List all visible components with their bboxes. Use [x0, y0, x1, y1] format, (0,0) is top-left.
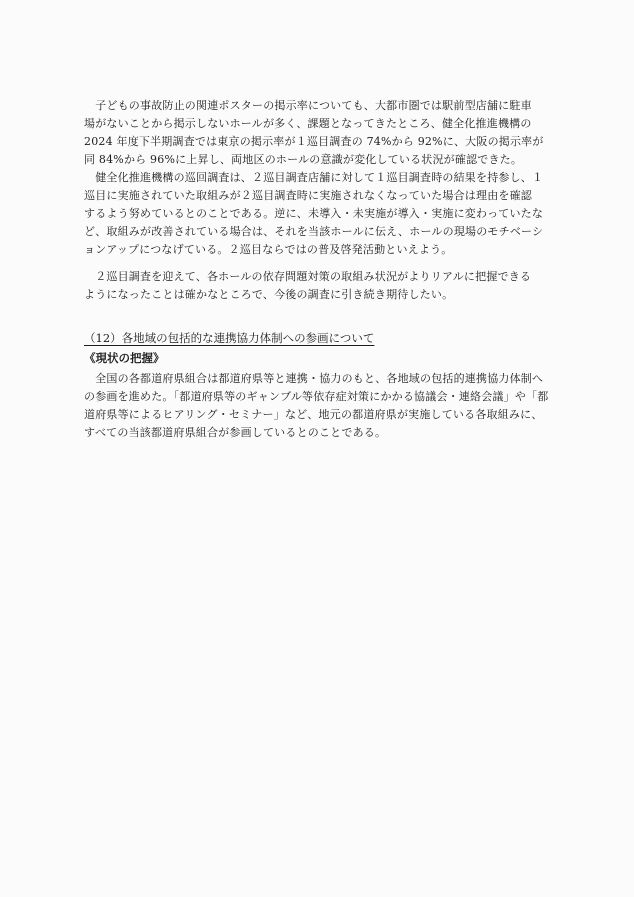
- text-line: すべての当該都道府県組合が参画しているとのことである。: [84, 426, 387, 439]
- text-line: ようになったことは確かなところで、今後の調査に引き続き期待したい。: [84, 288, 454, 301]
- text-line: するよう努めているとのことである。逆に、未導入・未実施が導入・実施に変わっていたな: [84, 207, 544, 220]
- text-line: 健全化推進機構の巡回調査は、２巡目調査店舗に対して１巡目調査時の結果を持参し、１: [84, 171, 544, 184]
- text-line: ど、取組みが改善されている場合は、それを当該ホールに伝え、ホールの現場のモチベーシ: [84, 225, 544, 238]
- subheading-status: 《現状の把握》: [84, 351, 165, 365]
- text-line: 道府県等によるヒアリング・セミナー」など、地元の都道府県が実施している各取組みに、: [84, 408, 543, 421]
- section-heading: （12）各地域の包括的な連携協力体制への参画について: [84, 331, 375, 345]
- text-line: 2024 年度下半期調査では東京の掲示率が１巡目調査の 74%から 92%に、大阪の掲示率が: [84, 135, 544, 148]
- text-line: 巡目に実施されていた取組みが２巡目調査時に実施されなくなっていた場合は理由を確認: [84, 189, 532, 202]
- text-line: の参画を進めた。「都道府県等のギャンブル等依存症対策にかかる協議会・連絡会議」や「都: [84, 390, 549, 403]
- text-line: ２巡目調査を迎えて、各ホールの依存問題対策の取組み状況がよりリアルに把握できる: [84, 270, 532, 283]
- text-line: 同 84%から 96%に上昇し、両地区のホールの意識が変化している状況が確認できた。: [84, 153, 523, 166]
- text-line: ョンアップにつなげている。２巡目ならではの普及啓発活動といえよう。: [84, 243, 453, 256]
- paragraph-poster-posting: [84, 97, 554, 259]
- text-line: 子どもの事故防止の関連ポスターの掲示率についても、大都市圏では駅前型店舗に駐車: [84, 99, 532, 112]
- paragraph-status: [84, 370, 554, 442]
- text-line: 場がないことから掲示しないホールが多く、課題となってきたところ、健全化推進機構の: [84, 117, 532, 130]
- text-line: 全国の各都道府県組合は都道府県等と連携・協力のもと、各地域の包括的連携協力体制へ: [84, 372, 544, 385]
- paragraph-second-round: [84, 268, 554, 304]
